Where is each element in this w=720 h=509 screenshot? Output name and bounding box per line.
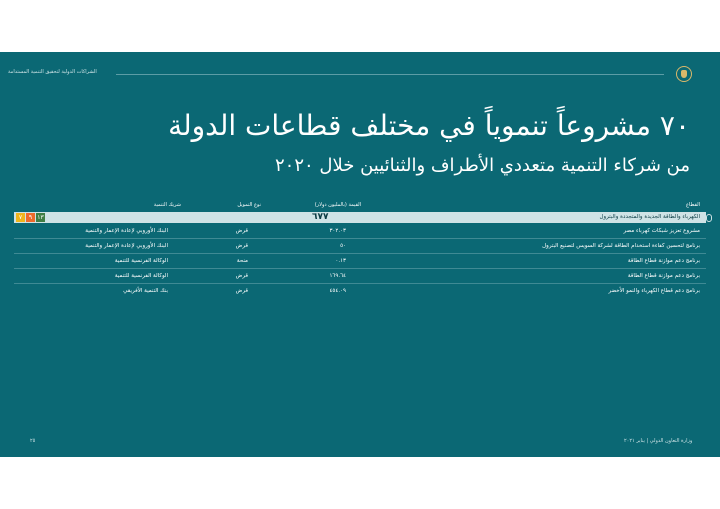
slide xyxy=(0,52,720,457)
project-value: ٥٠ xyxy=(340,243,346,249)
partner-name: الوكالة الفرنسية للتنمية xyxy=(114,273,168,279)
bulb-icon xyxy=(706,214,712,222)
project-name: مشروع تعزيز شبكات كهرباء مصر xyxy=(623,228,700,234)
sdg-badge: ٧ xyxy=(16,213,25,222)
project-value: ١٦٩.٦٤ xyxy=(329,273,346,279)
sector-label: الكهرباء والطاقة الجديدة والمتجددة والبترول xyxy=(599,214,700,220)
header-value: القيمة (بالمليون دولار) xyxy=(314,202,361,208)
header-divider xyxy=(116,74,664,75)
partner-name: البنك الأوروبي لإعادة الإعمار والتنمية xyxy=(85,228,168,234)
sdg-badge: ٩ xyxy=(26,213,35,222)
table-row xyxy=(14,270,706,284)
page-number: ٢٥ xyxy=(30,438,36,444)
footer-publisher: وزارة التعاون الدولي | يناير ٢٠٢١ xyxy=(624,438,693,444)
project-name: برنامج دعم موازنة قطاع الطاقة xyxy=(627,273,700,279)
sector-total: ٦٧٧ xyxy=(312,212,329,222)
project-name: برنامج دعم قطاع الكهرباء والنمو الأخضر xyxy=(608,288,700,294)
funding-type: منحة xyxy=(236,258,248,264)
header-breadcrumb: الشراكات الدولية لتحقيق التنمية المستدامة xyxy=(8,69,97,75)
partner-name: الوكالة الفرنسية للتنمية xyxy=(114,258,168,264)
partner-name: بنك التنمية الأفريقي xyxy=(123,288,168,294)
sector-row xyxy=(14,212,706,223)
header-partner: شريك التنمية xyxy=(153,202,181,208)
header-sector: القطاع xyxy=(685,202,700,208)
header-type: نوع التمويل xyxy=(237,202,261,208)
project-name: برنامج لتحسين كفاءة استخدام الطاقة لشركة السويس لتصنيع البترول xyxy=(542,243,700,249)
emblem-logo xyxy=(676,66,692,82)
funding-type: قرض xyxy=(235,273,248,279)
funding-type: قرض xyxy=(235,243,248,249)
project-value: ٠.١٣ xyxy=(335,258,346,264)
sdg-badge: ١٣ xyxy=(37,214,44,221)
table-row xyxy=(14,225,706,239)
table-row xyxy=(14,285,706,298)
table-row xyxy=(14,240,706,254)
page-title: ٧٠ مشروعاً تنموياً في مختلف قطاعات الدولة xyxy=(168,109,690,142)
page-subtitle: من شركاء التنمية متعددي الأطراف والثنائيين خلال ٢٠٢٠ xyxy=(275,155,690,176)
project-value: ٣٠٢.٠٣ xyxy=(329,228,346,234)
funding-type: قرض xyxy=(235,228,248,234)
project-name: برنامج دعم موازنة قطاع الطاقة xyxy=(627,258,700,264)
project-value: ٤٥٤.٠٩ xyxy=(329,288,346,294)
table-row xyxy=(14,255,706,269)
funding-type: قرض xyxy=(235,288,248,294)
partner-name: البنك الأوروبي لإعادة الإعمار والتنمية xyxy=(85,243,168,249)
